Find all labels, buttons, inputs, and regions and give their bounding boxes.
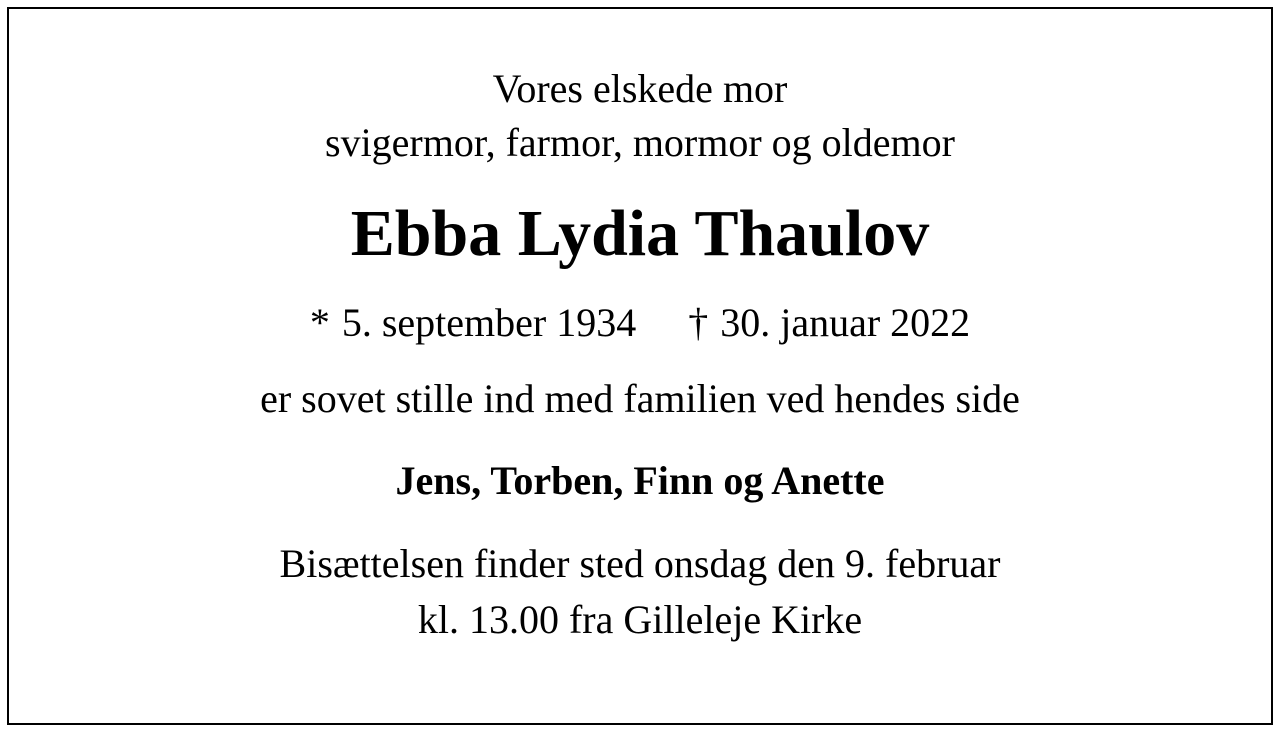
birth-symbol: *: [309, 300, 330, 345]
obituary-notice: [18, 18, 1262, 714]
ceremony-info: [280, 536, 1001, 648]
deceased-name: Ebba Lydia Thaulov: [350, 197, 930, 270]
life-dates: [310, 296, 970, 350]
intro-line-1: Vores elskede mor: [492, 66, 788, 111]
intro-line-2: svigermor, farmor, mormor og oldemor: [325, 120, 955, 165]
ceremony-line-2: kl. 13.00 fra Gilleleje Kirke: [417, 597, 863, 642]
ceremony-line-1: Bisættelsen finder sted onsdag den 9. februar: [279, 541, 1001, 586]
family-names: Jens, Torben, Finn og Anette: [395, 458, 885, 503]
death-dagger-symbol: †: [688, 300, 709, 345]
farewell-message: er sovet stille ind med familien ved hendes side: [260, 376, 1020, 421]
obituary-notice-frame: [7, 7, 1273, 725]
death-date: 30. januar 2022: [720, 300, 971, 345]
birth-date: 5. september 1934: [341, 300, 637, 345]
